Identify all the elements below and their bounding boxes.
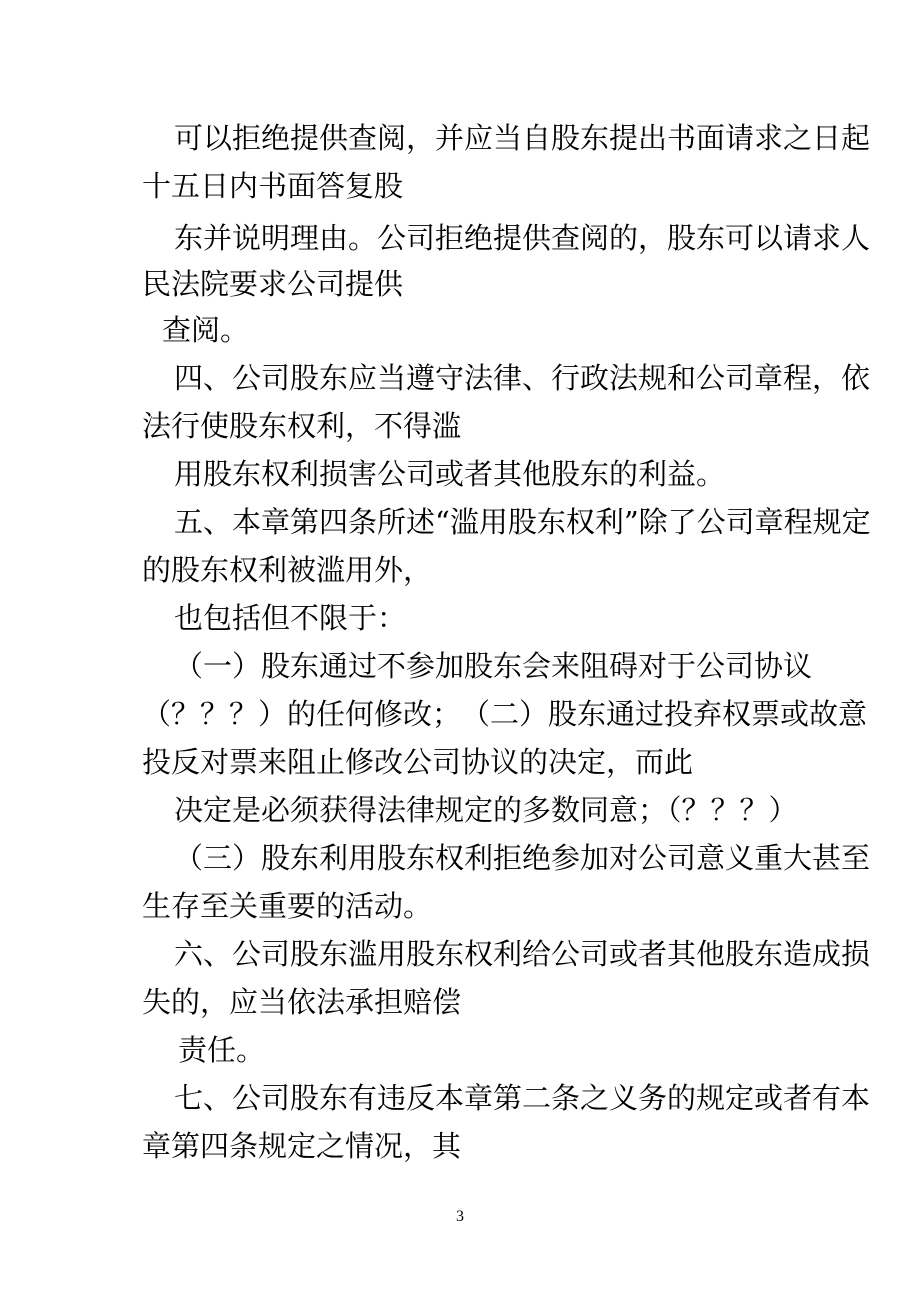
text-line: 查阅。: [162, 313, 250, 347]
text-line: 投反对票来阻止修改公司协议的决定，而此: [142, 745, 694, 779]
text-line: 的股东权利被滥用外，: [142, 553, 433, 587]
text-line: 七、公司股东有违反本章第二条之义务的规定或者有本: [174, 1081, 871, 1115]
text-line: （三）股东利用股东权利拒绝参加对公司意义重大甚至: [174, 841, 871, 875]
text-line: 决定是必须获得法律规定的多数同意；（？？？）: [174, 793, 798, 827]
text-line: 责任。: [178, 1033, 266, 1067]
text-line: 东并说明理由。公司拒绝提供查阅的，股东可以请求人: [174, 221, 871, 255]
text-line: 六、公司股东滥用股东权利给公司或者其他股东造成损: [174, 937, 871, 971]
text-line: 法行使股东权利，不得滥: [142, 409, 462, 443]
text-line: （一）股东通过不参加股东会来阻碍对于公司协议: [174, 649, 813, 683]
text-line: 四、公司股东应当遵守法律、行政法规和公司章程，依: [174, 361, 871, 395]
text-line: 五、本章第四条所述“滥用股东权利”除了公司章程规定: [174, 505, 871, 539]
text-line: 章第四条规定之情况，其: [142, 1129, 462, 1163]
text-line: 生存至关重要的活动。: [142, 889, 433, 923]
text-line: 用股东权利损害公司或者其他股东的利益。: [174, 457, 726, 491]
text-line: （？？？）的任何修改； （二）股东通过投弃权票或故意: [142, 697, 868, 731]
text-line: 民法院要求公司提供: [142, 267, 404, 301]
text-line: 可以拒绝提供查阅，并应当自股东提出书面请求之日起: [174, 121, 871, 155]
text-line: 也包括但不限于：: [174, 601, 407, 635]
text-line: 十五日内书面答复股: [142, 169, 404, 203]
page-number: 3: [456, 1208, 464, 1225]
text-line: 失的，应当依法承担赔偿: [142, 985, 462, 1019]
